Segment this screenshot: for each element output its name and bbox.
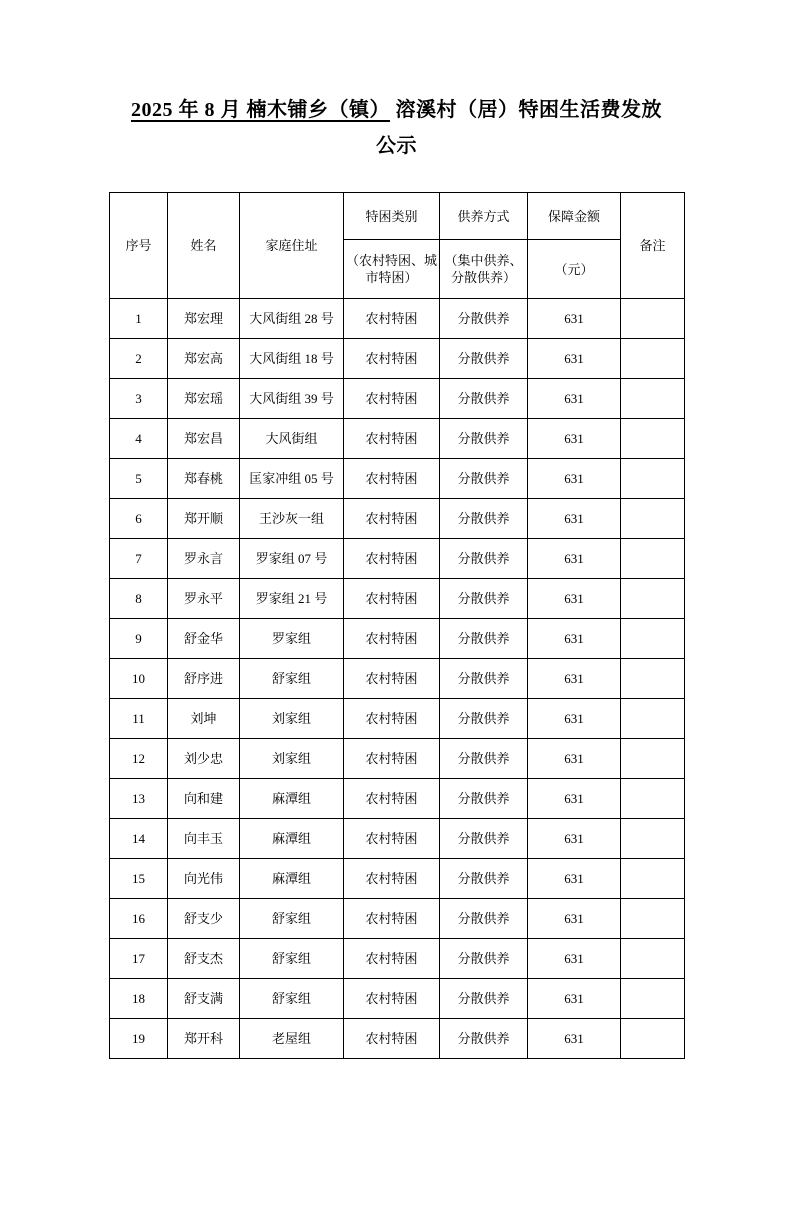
cell-amount: 631	[528, 419, 621, 459]
cell-seq: 1	[110, 299, 168, 339]
table-row	[110, 1019, 685, 1059]
cell-type: 农村特困	[344, 379, 440, 419]
cell-name: 刘少忠	[168, 739, 240, 779]
cell-note	[621, 339, 685, 379]
cell-address: 麻潭组	[240, 819, 344, 859]
cell-care: 分散供养	[440, 779, 528, 819]
cell-amount: 631	[528, 379, 621, 419]
cell-seq: 13	[110, 779, 168, 819]
cell-amount: 631	[528, 299, 621, 339]
cell-note	[621, 379, 685, 419]
header-amount-sub: （元）	[528, 240, 621, 299]
cell-address: 麻潭组	[240, 859, 344, 899]
cell-type: 农村特困	[344, 979, 440, 1019]
cell-name: 郑宏高	[168, 339, 240, 379]
cell-care: 分散供养	[440, 619, 528, 659]
header-care-sub: （集中供养、分散供养）	[440, 240, 528, 299]
cell-seq: 6	[110, 499, 168, 539]
cell-name: 舒支满	[168, 979, 240, 1019]
table-body	[110, 299, 685, 1059]
table-row	[110, 419, 685, 459]
cell-address: 王沙灰一组	[240, 499, 344, 539]
cell-type: 农村特困	[344, 299, 440, 339]
table-row	[110, 699, 685, 739]
cell-note	[621, 539, 685, 579]
cell-seq: 19	[110, 1019, 168, 1059]
cell-amount: 631	[528, 859, 621, 899]
cell-address: 大风街组 39 号	[240, 379, 344, 419]
header-address: 家庭住址	[240, 193, 344, 299]
cell-amount: 631	[528, 979, 621, 1019]
cell-name: 向光伟	[168, 859, 240, 899]
cell-seq: 10	[110, 659, 168, 699]
cell-note	[621, 699, 685, 739]
cell-type: 农村特困	[344, 459, 440, 499]
cell-name: 向和建	[168, 779, 240, 819]
cell-address: 舒家组	[240, 979, 344, 1019]
cell-note	[621, 619, 685, 659]
cell-type: 农村特困	[344, 539, 440, 579]
cell-care: 分散供养	[440, 539, 528, 579]
cell-note	[621, 939, 685, 979]
cell-name: 向丰玉	[168, 819, 240, 859]
cell-note	[621, 739, 685, 779]
cell-note	[621, 499, 685, 539]
cell-care: 分散供养	[440, 979, 528, 1019]
header-type-sub: （农村特困、城市特困）	[344, 240, 440, 299]
cell-address: 舒家组	[240, 899, 344, 939]
cell-note	[621, 459, 685, 499]
cell-care: 分散供养	[440, 339, 528, 379]
cell-type: 农村特困	[344, 579, 440, 619]
cell-name: 罗永平	[168, 579, 240, 619]
cell-note	[621, 299, 685, 339]
cell-care: 分散供养	[440, 939, 528, 979]
cell-note	[621, 659, 685, 699]
cell-seq: 2	[110, 339, 168, 379]
table-row	[110, 539, 685, 579]
cell-address: 罗家组 07 号	[240, 539, 344, 579]
cell-amount: 631	[528, 659, 621, 699]
cell-seq: 15	[110, 859, 168, 899]
title-line-2: 公示	[376, 135, 417, 157]
document-page	[0, 92, 793, 1214]
table-row	[110, 979, 685, 1019]
cell-amount: 631	[528, 619, 621, 659]
cell-seq: 9	[110, 619, 168, 659]
title-township: 楠木铺乡（镇）	[241, 99, 390, 121]
cell-note	[621, 1019, 685, 1059]
cell-note	[621, 859, 685, 899]
cell-care: 分散供养	[440, 819, 528, 859]
cell-type: 农村特困	[344, 499, 440, 539]
header-name: 姓名	[168, 193, 240, 299]
cell-amount: 631	[528, 739, 621, 779]
table-row	[110, 379, 685, 419]
cell-note	[621, 779, 685, 819]
header-care-main: 供养方式	[440, 193, 528, 240]
cell-seq: 4	[110, 419, 168, 459]
cell-address: 匡家冲组 05 号	[240, 459, 344, 499]
table-row	[110, 659, 685, 699]
cell-amount: 631	[528, 459, 621, 499]
cell-name: 郑宏昌	[168, 419, 240, 459]
table-row	[110, 499, 685, 539]
page-title	[0, 92, 793, 164]
cell-name: 舒序进	[168, 659, 240, 699]
cell-note	[621, 899, 685, 939]
cell-name: 郑春桃	[168, 459, 240, 499]
cell-amount: 631	[528, 819, 621, 859]
cell-type: 农村特困	[344, 1019, 440, 1059]
cell-seq: 14	[110, 819, 168, 859]
cell-name: 郑开科	[168, 1019, 240, 1059]
cell-seq: 7	[110, 539, 168, 579]
cell-care: 分散供养	[440, 579, 528, 619]
cell-address: 舒家组	[240, 659, 344, 699]
table-row	[110, 299, 685, 339]
table-row	[110, 339, 685, 379]
cell-seq: 17	[110, 939, 168, 979]
table-row	[110, 899, 685, 939]
cell-seq: 11	[110, 699, 168, 739]
header-type-main: 特困类别	[344, 193, 440, 240]
cell-type: 农村特困	[344, 659, 440, 699]
cell-care: 分散供养	[440, 499, 528, 539]
cell-care: 分散供养	[440, 859, 528, 899]
cell-care: 分散供养	[440, 899, 528, 939]
cell-name: 郑宏理	[168, 299, 240, 339]
header-note: 备注	[621, 193, 685, 299]
title-village: 溶溪村（居）特困生活费发放	[390, 99, 662, 121]
cell-address: 刘家组	[240, 699, 344, 739]
cell-type: 农村特困	[344, 699, 440, 739]
cell-note	[621, 579, 685, 619]
cell-note	[621, 979, 685, 1019]
table-header	[110, 193, 685, 299]
table-row	[110, 939, 685, 979]
cell-type: 农村特困	[344, 859, 440, 899]
cell-amount: 631	[528, 699, 621, 739]
cell-type: 农村特困	[344, 779, 440, 819]
cell-care: 分散供养	[440, 379, 528, 419]
cell-seq: 18	[110, 979, 168, 1019]
cell-type: 农村特困	[344, 819, 440, 859]
cell-seq: 8	[110, 579, 168, 619]
cell-type: 农村特困	[344, 739, 440, 779]
cell-name: 舒金华	[168, 619, 240, 659]
cell-amount: 631	[528, 539, 621, 579]
cell-address: 罗家组	[240, 619, 344, 659]
cell-type: 农村特困	[344, 899, 440, 939]
cell-type: 农村特困	[344, 619, 440, 659]
cell-amount: 631	[528, 899, 621, 939]
table-row	[110, 859, 685, 899]
cell-amount: 631	[528, 339, 621, 379]
cell-address: 老屋组	[240, 1019, 344, 1059]
cell-seq: 5	[110, 459, 168, 499]
table-row	[110, 579, 685, 619]
table-row	[110, 739, 685, 779]
cell-name: 舒支杰	[168, 939, 240, 979]
cell-care: 分散供养	[440, 699, 528, 739]
header-seq: 序号	[110, 193, 168, 299]
table-row	[110, 819, 685, 859]
cell-seq: 12	[110, 739, 168, 779]
cell-care: 分散供养	[440, 1019, 528, 1059]
cell-name: 舒支少	[168, 899, 240, 939]
cell-care: 分散供养	[440, 419, 528, 459]
cell-address: 大风街组 28 号	[240, 299, 344, 339]
cell-amount: 631	[528, 1019, 621, 1059]
cell-type: 农村特困	[344, 339, 440, 379]
cell-care: 分散供养	[440, 659, 528, 699]
cell-note	[621, 819, 685, 859]
cell-address: 大风街组	[240, 419, 344, 459]
title-period: 2025 年 8 月	[131, 99, 241, 121]
publication-table-wrapper	[109, 192, 684, 1059]
header-row-main	[110, 193, 685, 240]
cell-address: 刘家组	[240, 739, 344, 779]
cell-name: 刘坤	[168, 699, 240, 739]
cell-name: 郑宏瑶	[168, 379, 240, 419]
header-amount-main: 保障金额	[528, 193, 621, 240]
cell-name: 郑开顺	[168, 499, 240, 539]
cell-type: 农村特困	[344, 419, 440, 459]
cell-type: 农村特困	[344, 939, 440, 979]
table-row	[110, 779, 685, 819]
cell-address: 麻潭组	[240, 779, 344, 819]
cell-name: 罗永言	[168, 539, 240, 579]
cell-care: 分散供养	[440, 299, 528, 339]
cell-amount: 631	[528, 579, 621, 619]
cell-address: 大风街组 18 号	[240, 339, 344, 379]
cell-address: 舒家组	[240, 939, 344, 979]
cell-amount: 631	[528, 499, 621, 539]
cell-care: 分散供养	[440, 459, 528, 499]
title-line-1	[0, 92, 793, 128]
cell-note	[621, 419, 685, 459]
cell-amount: 631	[528, 779, 621, 819]
publication-table	[109, 192, 685, 1059]
table-row	[110, 619, 685, 659]
cell-address: 罗家组 21 号	[240, 579, 344, 619]
table-row	[110, 459, 685, 499]
cell-amount: 631	[528, 939, 621, 979]
cell-care: 分散供养	[440, 739, 528, 779]
cell-seq: 16	[110, 899, 168, 939]
cell-seq: 3	[110, 379, 168, 419]
